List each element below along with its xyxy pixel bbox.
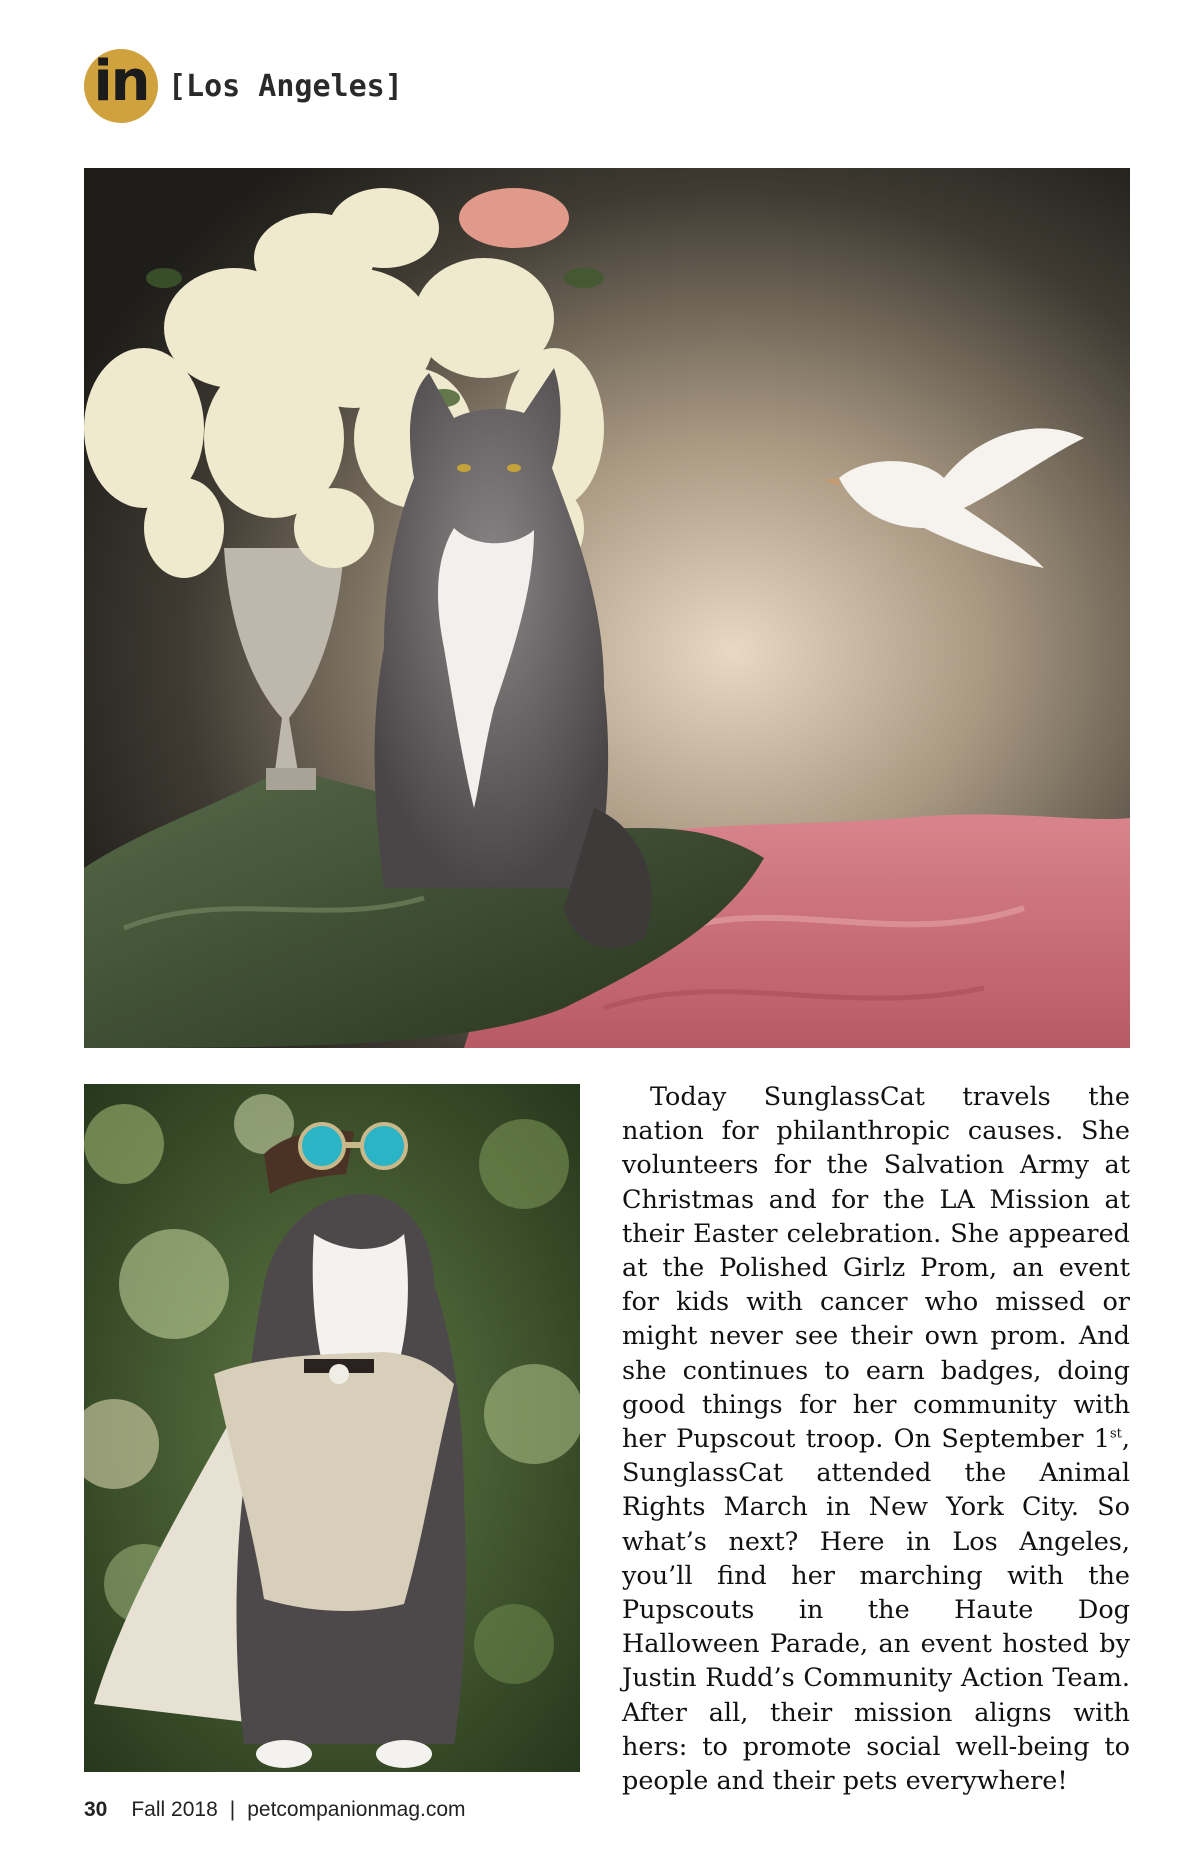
footer-separator: | [229, 1798, 236, 1821]
ordinal-suffix: st [1109, 1426, 1122, 1442]
cat-in-sunglasses-photo [84, 1084, 580, 1772]
page-footer [84, 1798, 466, 1822]
website-link[interactable]: petcompanionmag.com [247, 1798, 466, 1821]
article-text-part-1: Today SunglassCat travels the nation for philanthropic causes. She volunteers for the Salvation Army at Christmas and for the LA Mission at their Easter celebration. She appeared at the Polished Girlz Prom, an event for kids with cancer who missed or might never see their own prom. And she continues to earn badges, doing good things for her community with her Pupscout troop. On September 1 [622, 1082, 1130, 1455]
cat-sunglasses-illustration [84, 1084, 580, 1772]
section-header [84, 48, 403, 124]
in-logo: in [84, 49, 158, 123]
issue-label: Fall 2018 [131, 1798, 218, 1821]
cat-flowers-illustration [84, 168, 1130, 1048]
section-label: [Los Angeles] [168, 68, 403, 104]
cat-with-flowers-photo [84, 168, 1130, 1048]
article-text-part-2: , SunglassCat attended the Animal Rights March in New York City. So what’s next? Here in Los Angeles, you’ll find her marching with the Pupscouts in the Haute Dog Halloween Parade, an event hosted by Justin Rudd’s Community Action Team. After all, their mission aligns with hers: to promote social well-being to people and their pets everywhere! [622, 1424, 1130, 1797]
article-body [622, 1080, 1130, 1798]
page-number: 30 [84, 1798, 108, 1821]
